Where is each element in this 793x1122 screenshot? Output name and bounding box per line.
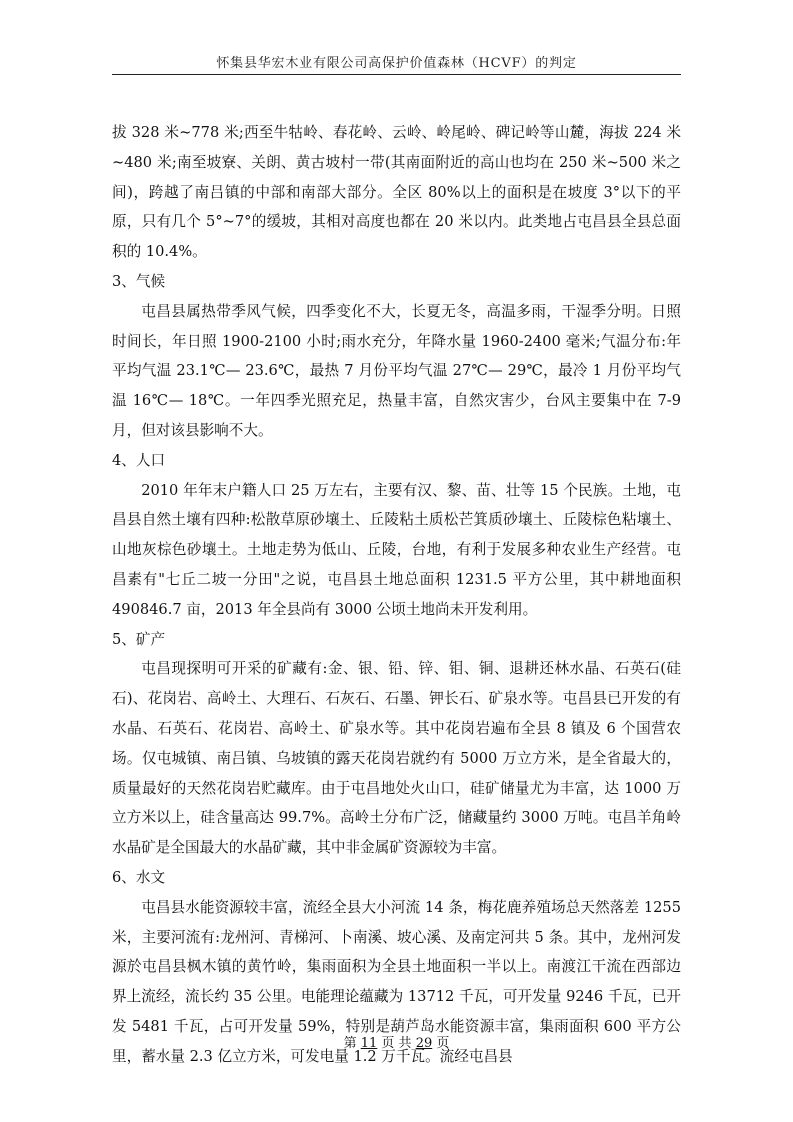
section-text-minerals: 屯昌现探明可开采的矿藏有:金、银、铅、锌、钼、铜、退耕还林水晶、石英石(硅石)、花岗岩、高岭土、大理石、石灰石、石墨、钾长石、矿泉水等。屯昌县已开发的有水晶、石英石、花岗岩、高岭土、矿泉水等。其中花岗岩遍布全县 8 镇及 6 个国营农场。仅屯城镇、南吕镇、乌坡镇的露天花岗岩就约有 5000 万立方米，是全省最大的，质量最好的天然花岗岩贮藏库。由于屯昌地处火山口，硅矿储量尤为丰富，达 1000 万立方米以上，硅含量高达 99.7%。高岭土分布广泛，储藏量约 3000 万吨。屯昌羊角岭水晶矿是全国最大的水晶矿藏，其中非金属矿资源较为丰富。	[112, 660, 681, 857]
intro-paragraph: 拔 328 米~778 米;西至牛牯岭、春花岭、云岭、岭尾岭、碑记岭等山麓，海拔 224 米~480 米;南至坡寮、关朗、黄古坡村一带(其南面附近的高山也均在 250 米~500 米之间)，跨越了南吕镇的中部和南部大部分。全区 80%以上的面积是在坡度 3°以下的平原，只有几个 5°~7°的缓坡，其相对高度也都在 20 米以内。此类地占屯昌县全县总面积的 10.4%。	[112, 124, 681, 261]
section-text-population: 2010 年年末户籍人口 25 万左右，主要有汉、黎、苗、壮等 15 个民族。土地，屯昌县自然土壤有四种:松散草原砂壤土、丘陵粘土质松芒箕质砂壤土、丘陵棕色粘壤土、山地灰棕色砂壤土。土地走势为低山、丘陵，台地，有利于发展多种农业生产经营。屯昌素有"七丘二坡一分田"之说，屯昌县土地总面积 1231.5 平方公里，其中耕地面积 490846.7 亩，2013 年全县尚有 3000 公顷土地尚未开发利用。	[112, 481, 681, 618]
section-text-climate: 屯昌县属热带季风气候，四季变化不大，长夏无冬，高温多雨，干湿季分明。日照时间长，年日照 1900-2100 小时;雨水充分，年降水量 1960-2400 毫米;气温分布:年平均气温 23.1℃— 23.6℃，最热 7 月份平均气温 27℃— 29℃，最冷 1 月份平均气温 16℃— 18℃。一年四季光照充足，热量丰富，自然灾害少，台风主要集中在 7-9 月，但对该县影响不大。	[112, 302, 681, 439]
footer-suffix: 页	[436, 1036, 450, 1051]
current-page-number: 11	[360, 1036, 378, 1051]
total-page-number: 29	[415, 1036, 433, 1051]
section-heading-climate: 3、气候	[112, 272, 166, 290]
footer-middle: 页 共	[381, 1036, 412, 1051]
section-heading-minerals: 5、矿产	[112, 630, 166, 648]
section-text-hydrology: 屯昌县水能资源较丰富，流经全县大小河流 14 条，梅花鹿养殖场总天然落差 1255 米，主要河流有:龙州河、青梯河、卜南溪、坡心溪、及南定河共 5 条。其中，龙州河发源於屯昌县枫木镇的黄竹岭，集雨面积为全县土地面积一半以上。南渡江干流在西部边界上流经，流长约 35 公里。电能理论蕴藏为 13712 千瓦，可开发量 9246 千瓦，已开发 5481 千瓦，占可开发量 59%，特别是葫芦岛水能资源丰富，集雨面积 600 平方公里，蓄水量 2.3 亿立方米，可发电量 1.2 万千瓦。流经屯昌县	[112, 898, 681, 1065]
page-footer	[0, 1032, 793, 1051]
section-heading-hydrology: 6、水文	[112, 868, 166, 886]
footer-prefix: 第	[343, 1036, 357, 1051]
page-body	[112, 118, 681, 1072]
page-header-title: 怀集县华宏木业有限公司高保护价值森林（HCVF）的判定	[216, 56, 577, 71]
section-heading-population: 4、人口	[112, 451, 166, 469]
header-divider	[112, 74, 681, 75]
